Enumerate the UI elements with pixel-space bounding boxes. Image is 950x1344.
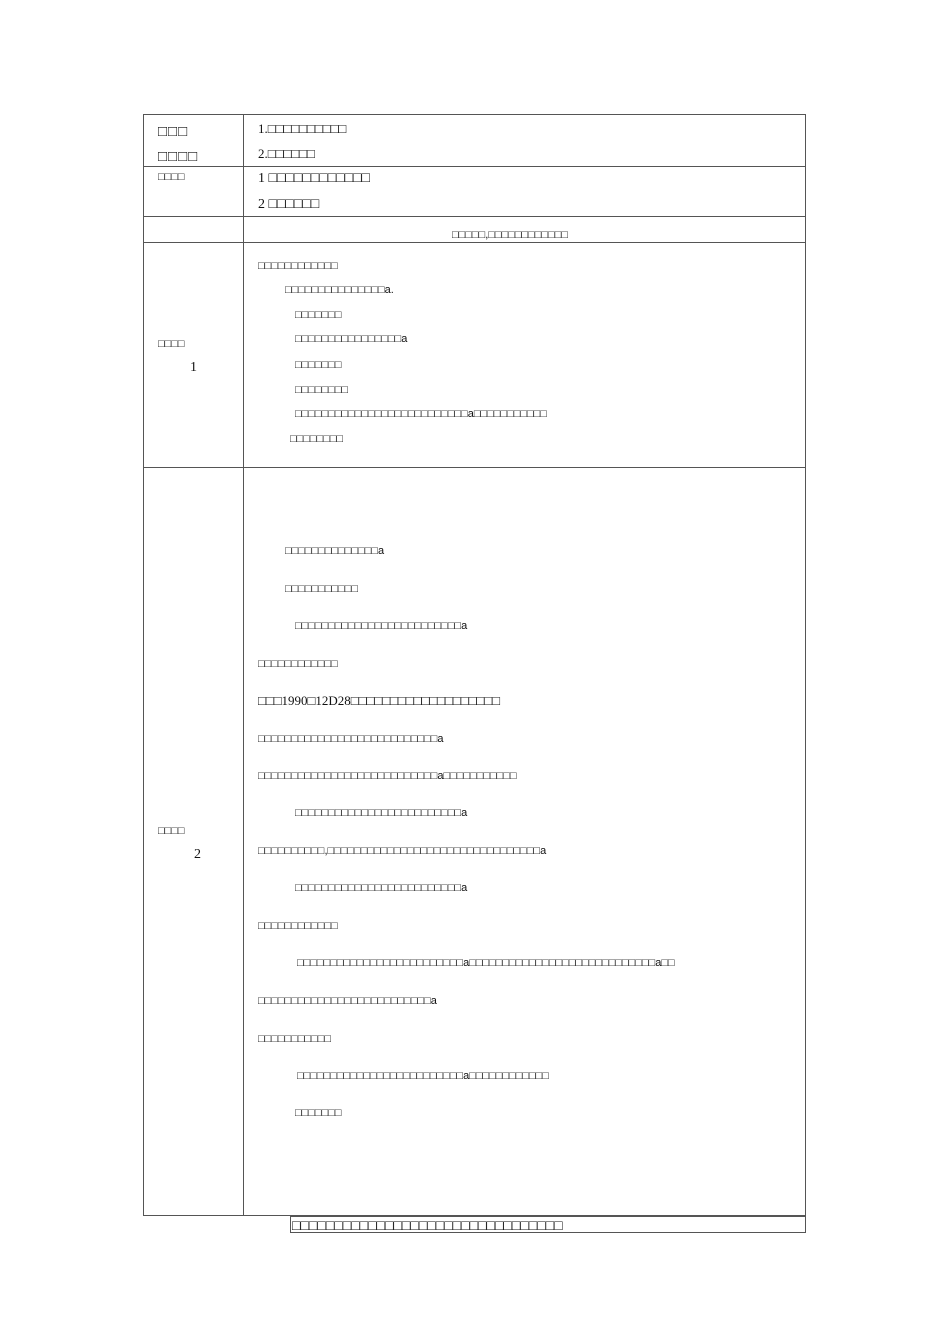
section1-line: □□□□□□□□□□□□□□□□a	[295, 333, 408, 345]
row3-center-text: □□□□□,□□□□□□□□□□□□	[452, 229, 569, 241]
header-item-2: 2.□□□□□□	[258, 146, 315, 161]
section2-line: □□□□□□□□□□□□□□□□□□□□□□□□□□□a	[258, 733, 444, 745]
section2-line: □□□□□□□□□□,□□□□□□□□□□□□□□□□□□□□□□□□□□□□□□□□a	[258, 845, 547, 857]
section2-line: □□□□□□□□□□□□□□□□□□□□□□□□□a□□□□□□□□□□□□□□□□□□□□□□□□□□□□a□□	[297, 957, 675, 969]
section2-line: □□□□□□□□□□□□□□□□□□□□□□□□□□a	[258, 995, 437, 1007]
header-label-line1: □□□	[158, 123, 189, 140]
section2-line: □□□□□□□□□□□□□□□□□□□□□□□□□a□□□□□□□□□□□□	[297, 1070, 549, 1082]
section1-line: □□□□□□□□□□□□□□□a.	[285, 284, 394, 296]
section2-number: 2	[194, 847, 201, 862]
section2-line: □□□□□□□	[295, 1107, 342, 1119]
row-divider	[143, 242, 806, 243]
footer-text: □□□□□□□□□□□□□□□□□□□□□□□□□□□□□□□□	[292, 1217, 563, 1233]
row2-item-2: 2 □□□□□□	[258, 197, 320, 212]
section2-line: □□□□□□□□□□□□□□a	[285, 545, 385, 557]
section1-line: □□□□□□□□	[290, 433, 344, 445]
section2-line: □□□1990□12D28□□□□□□□□□□□□□□□□□□□	[258, 693, 500, 708]
section1-line: □□□□□□□	[295, 309, 342, 321]
section1-line: □□□□□□□□	[295, 384, 349, 396]
section2-line: □□□□□□□□□□□	[258, 1033, 332, 1045]
section2-label: □□□□	[158, 825, 185, 837]
section2-line: □□□□□□□□□□□□□□□□□□□□□□□□□a	[295, 620, 468, 632]
row2-label: □□□□	[158, 171, 185, 183]
section1-line: □□□□□□□□□□□□□□□□□□□□□□□□□□a□□□□□□□□□□□	[295, 408, 547, 420]
section1-label: □□□□	[158, 338, 185, 350]
column-divider	[243, 114, 244, 1216]
header-item-1: 1.□□□□□□□□□□	[258, 121, 347, 136]
document-table	[143, 114, 806, 1216]
row-divider	[143, 467, 806, 468]
section2-line: □□□□□□□□□□□□	[258, 658, 338, 670]
section2-line: □□□□□□□□□□□	[285, 583, 359, 595]
row-divider	[143, 166, 806, 167]
section2-line: □□□□□□□□□□□□□□□□□□□□□□□□□□□a□□□□□□□□□□□	[258, 770, 517, 782]
section1-line: □□□□□□□□□□□□	[258, 260, 338, 272]
row-divider	[143, 216, 806, 217]
section2-line: □□□□□□□□□□□□□□□□□□□□□□□□□a	[295, 807, 468, 819]
section1-line: □□□□□□□	[295, 359, 342, 371]
header-label-line2: □□□□	[158, 148, 199, 165]
section1-number: 1	[190, 360, 197, 375]
section2-line: □□□□□□□□□□□□□□□□□□□□□□□□□a	[295, 882, 468, 894]
footer-box	[290, 1216, 806, 1233]
row2-item-1: 1 □□□□□□□□□□□□	[258, 171, 370, 186]
section2-line: □□□□□□□□□□□□	[258, 920, 338, 932]
